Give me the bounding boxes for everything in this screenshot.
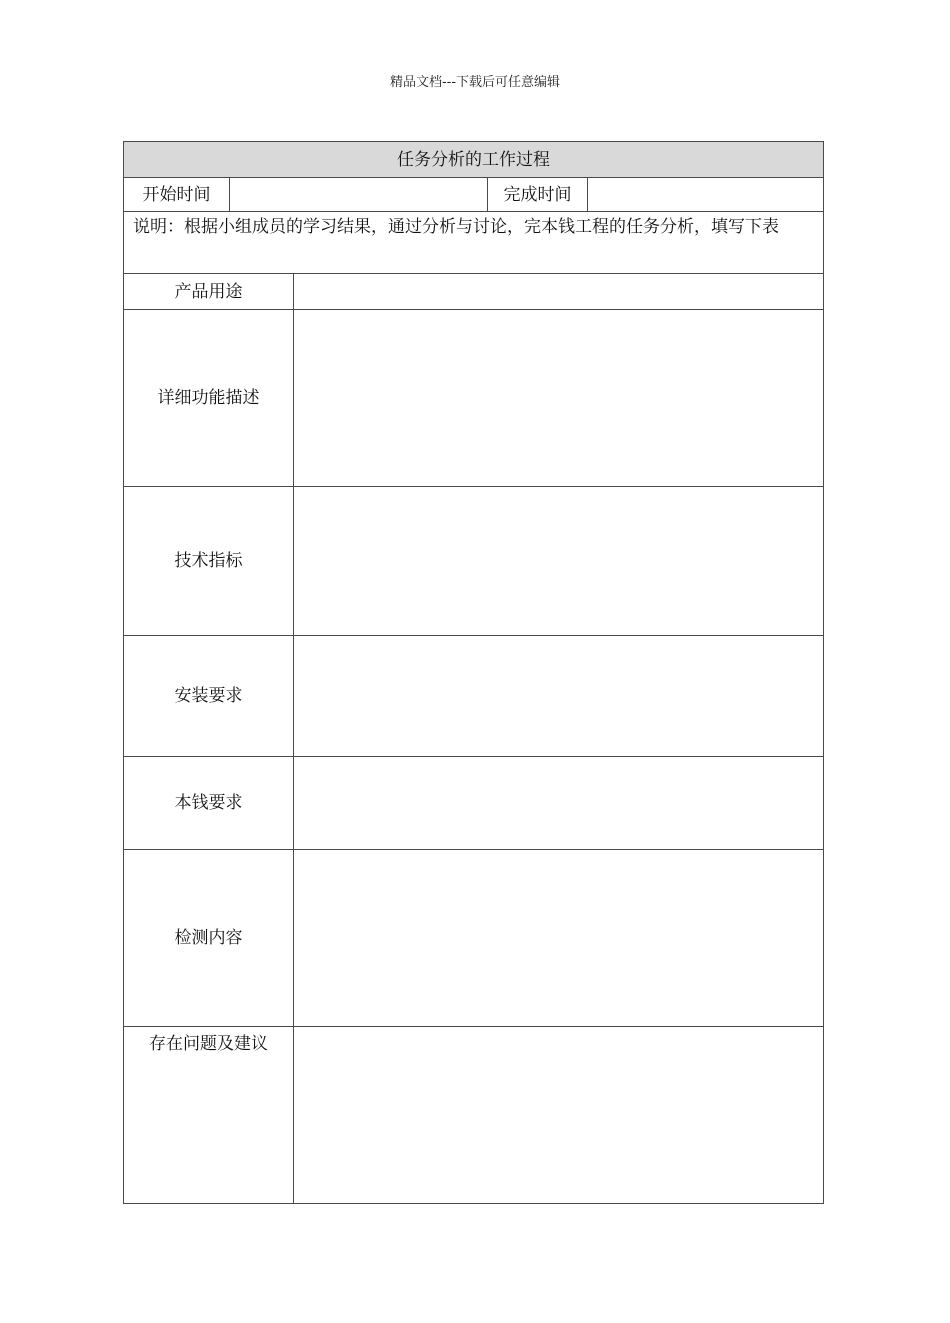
installation-requirements-label: 安装要求 bbox=[124, 636, 294, 757]
finish-time-label: 完成时间 bbox=[488, 178, 588, 212]
technical-indicators-field[interactable] bbox=[294, 487, 824, 636]
inspection-content-label: 检测内容 bbox=[124, 850, 294, 1027]
issues-suggestions-field[interactable] bbox=[294, 1027, 824, 1204]
function-description-label: 详细功能描述 bbox=[124, 310, 294, 487]
table-row bbox=[124, 636, 824, 757]
instruction-note: 说明：根据小组成员的学习结果，通过分析与讨论，完本钱工程的任务分析，填写下表 bbox=[124, 212, 824, 274]
inspection-content-field[interactable] bbox=[294, 850, 824, 1027]
note-row bbox=[124, 212, 824, 274]
start-time-label: 开始时间 bbox=[124, 178, 230, 212]
cost-requirements-label: 本钱要求 bbox=[124, 757, 294, 850]
time-row bbox=[124, 178, 824, 212]
product-use-field[interactable] bbox=[294, 274, 824, 310]
function-description-field[interactable] bbox=[294, 310, 824, 487]
product-use-label: 产品用途 bbox=[124, 274, 294, 310]
table-row bbox=[124, 1027, 824, 1204]
table-row bbox=[124, 757, 824, 850]
page-header: 精品文档---下载后可任意编辑 bbox=[389, 75, 561, 90]
start-time-field[interactable] bbox=[230, 178, 488, 212]
technical-indicators-label: 技术指标 bbox=[124, 487, 294, 636]
table-row bbox=[124, 850, 824, 1027]
task-analysis-table bbox=[123, 141, 824, 1204]
installation-requirements-field[interactable] bbox=[294, 636, 824, 757]
cost-requirements-field[interactable] bbox=[294, 757, 824, 850]
table-title: 任务分析的工作过程 bbox=[124, 142, 824, 178]
issues-suggestions-label: 存在问题及建议 bbox=[124, 1027, 294, 1204]
finish-time-field[interactable] bbox=[588, 178, 824, 212]
table-row bbox=[124, 487, 824, 636]
table-row bbox=[124, 310, 824, 487]
table-row bbox=[124, 274, 824, 310]
title-row bbox=[124, 142, 824, 178]
